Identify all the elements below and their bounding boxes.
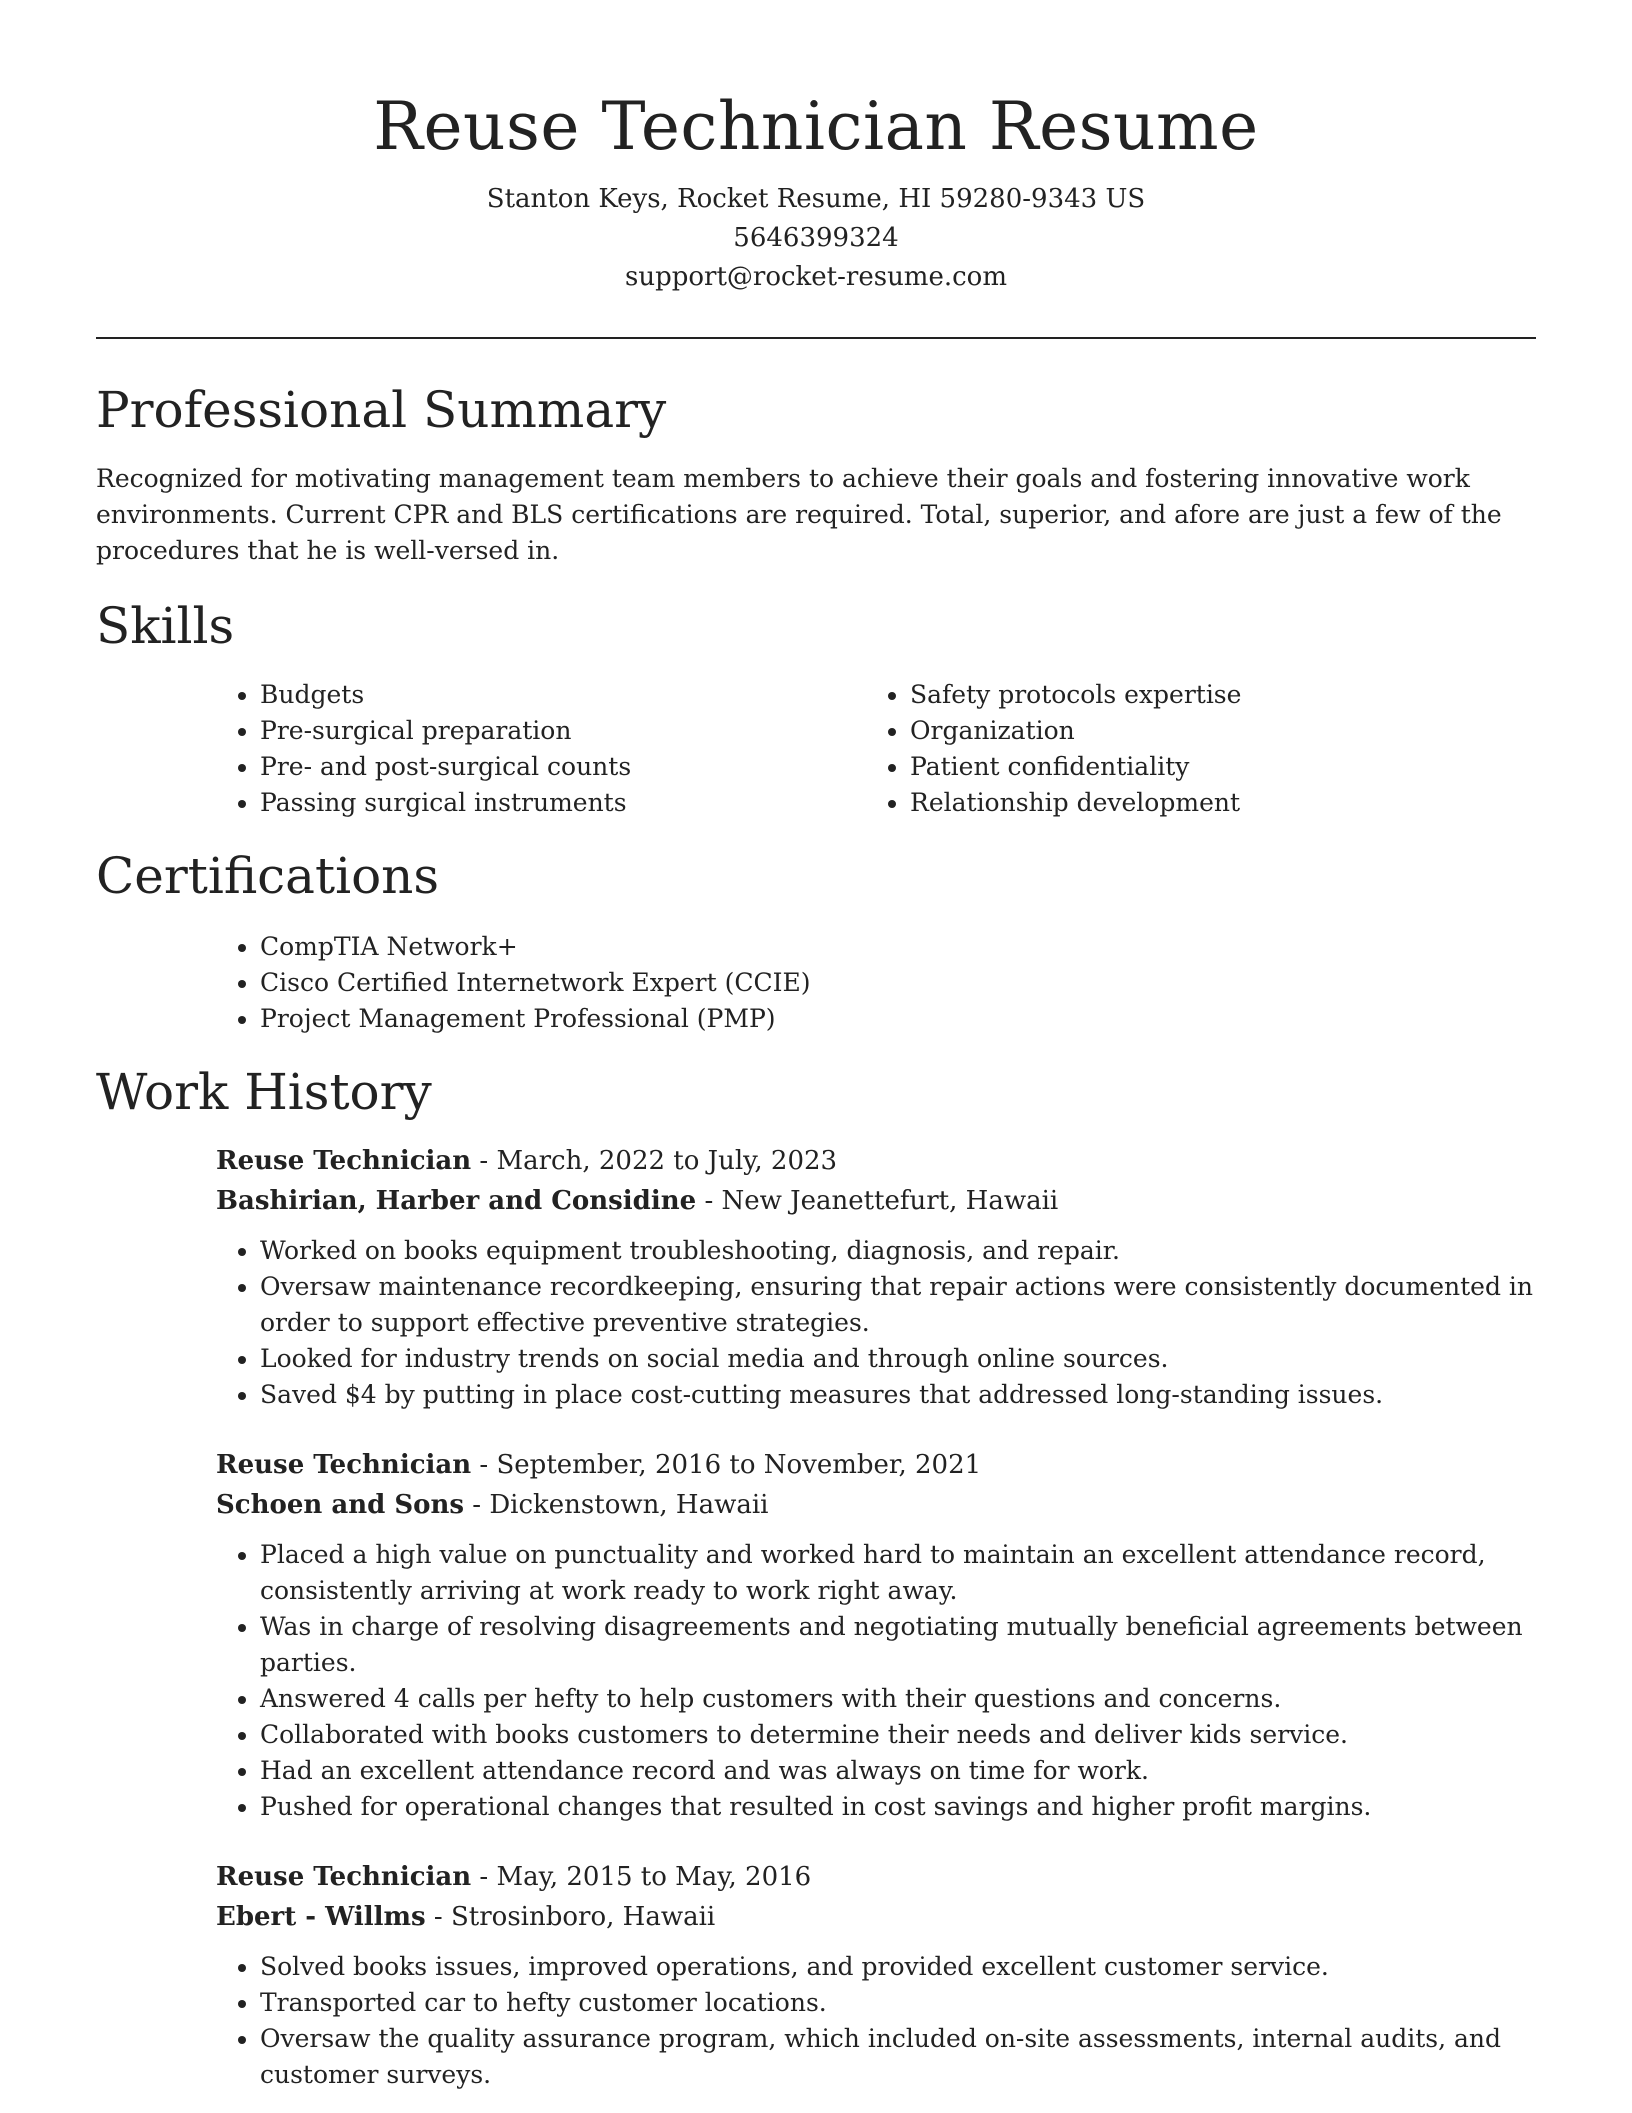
job-bullet: • Transported car to hefty customer locations. bbox=[260, 1985, 1536, 2021]
skill-item: • Pre-surgical preparation bbox=[260, 713, 866, 749]
work-history-section bbox=[96, 1061, 1536, 2093]
job-location: - New Jeanettefurt, Hawaii bbox=[696, 1186, 1059, 1216]
job-bullet: • Had an excellent attendance record and was always on time for work. bbox=[260, 1753, 1536, 1789]
job-title-line bbox=[216, 1445, 1536, 1485]
job-bullet: • Oversaw the quality assurance program, which included on-site assessments, internal audits, and customer surveys. bbox=[260, 2021, 1536, 2093]
skill-item: • Budgets bbox=[260, 677, 866, 713]
job-title: Reuse Technician bbox=[216, 1862, 472, 1892]
job-bullet: • Worked on books equipment troubleshooting, diagnosis, and repair. bbox=[260, 1233, 1536, 1269]
job-dates: - March, 2022 to July, 2023 bbox=[471, 1146, 838, 1176]
job-bullet: • Collaborated with books customers to determine their needs and deliver kids service. bbox=[260, 1717, 1536, 1753]
job-bullet: • Saved $4 by putting in place cost-cutting measures that addressed long-standing issues. bbox=[260, 1377, 1536, 1413]
job-bullet: • Solved books issues, improved operations, and provided excellent customer service. bbox=[260, 1949, 1536, 1985]
certification-item: • Cisco Certified Internetwork Expert (CCIE) bbox=[260, 965, 1536, 1001]
job-location: - Dickenstown, Hawaii bbox=[464, 1490, 769, 1520]
job-bullet: • Answered 4 calls per hefty to help customers with their questions and concerns. bbox=[260, 1681, 1536, 1717]
job-dates: - September, 2016 to November, 2021 bbox=[471, 1450, 982, 1480]
job-bullets bbox=[216, 1949, 1536, 2093]
job-bullet: • Placed a high value on punctuality and worked hard to maintain an excellent attendance record, consistently arriving at work ready to work right away. bbox=[260, 1537, 1536, 1609]
job-title: Reuse Technician bbox=[216, 1146, 472, 1176]
job-entry bbox=[216, 1141, 1536, 1413]
skills-heading: Skills bbox=[96, 597, 235, 655]
job-title-line bbox=[216, 1141, 1536, 1181]
certifications-heading: Certifications bbox=[96, 847, 440, 905]
job-bullets bbox=[216, 1233, 1536, 1413]
job-company-line bbox=[216, 1181, 1536, 1221]
job-company: Bashirian, Harber and Considine bbox=[216, 1186, 697, 1216]
job-title-line bbox=[216, 1857, 1536, 1897]
certifications-section bbox=[96, 845, 1536, 1037]
certifications-list bbox=[216, 929, 1536, 1037]
contact-email: support@rocket-resume.com bbox=[624, 262, 1007, 292]
job-entry bbox=[216, 1857, 1536, 2093]
work-history-heading: Work History bbox=[96, 1063, 432, 1121]
contact-block bbox=[96, 180, 1536, 297]
summary-text: Recognized for motivating management team members to achieve their goals and fostering innovative work environments. Current CPR and BLS certifications are required. Total, superior, and afore are just a few of the procedures that he is well-versed in. bbox=[96, 464, 1502, 565]
skill-item: • Passing surgical instruments bbox=[260, 785, 866, 821]
certification-item: • CompTIA Network+ bbox=[260, 929, 1536, 965]
contact-address: Stanton Keys, Rocket Resume, HI 59280-9343 US bbox=[486, 184, 1146, 214]
skill-item: • Patient confidentiality bbox=[910, 749, 1516, 785]
header-divider bbox=[96, 337, 1536, 339]
job-company: Ebert - Willms bbox=[216, 1902, 426, 1932]
job-bullet: • Looked for industry trends on social media and through online sources. bbox=[260, 1341, 1536, 1377]
summary-section bbox=[96, 379, 1536, 569]
skills-column-right bbox=[866, 677, 1516, 821]
contact-phone: 5646399324 bbox=[733, 223, 899, 253]
job-bullet: • Pushed for operational changes that resulted in cost savings and higher profit margins. bbox=[260, 1789, 1536, 1825]
resume-page bbox=[96, 0, 1536, 2113]
skill-item: • Pre- and post-surgical counts bbox=[260, 749, 866, 785]
skills-column-left bbox=[216, 677, 866, 821]
skills-grid bbox=[216, 677, 1536, 821]
summary-heading: Professional Summary bbox=[96, 381, 667, 439]
job-company-line bbox=[216, 1485, 1536, 1525]
skills-section bbox=[96, 595, 1536, 821]
job-company: Schoen and Sons bbox=[216, 1490, 464, 1520]
job-bullet: • Was in charge of resolving disagreements and negotiating mutually beneficial agreements between parties. bbox=[260, 1609, 1536, 1681]
resume-header bbox=[96, 0, 1536, 297]
skill-item: • Safety protocols expertise bbox=[910, 677, 1516, 713]
resume-title: Reuse Technician Resume bbox=[373, 88, 1259, 165]
certification-item: • Project Management Professional (PMP) bbox=[260, 1001, 1536, 1037]
job-bullets bbox=[216, 1537, 1536, 1825]
job-company-line bbox=[216, 1897, 1536, 1937]
skill-item: • Relationship development bbox=[910, 785, 1516, 821]
job-dates: - May, 2015 to May, 2016 bbox=[471, 1862, 812, 1892]
skill-item: • Organization bbox=[910, 713, 1516, 749]
job-location: - Strosinboro, Hawaii bbox=[425, 1902, 716, 1932]
job-bullet: • Oversaw maintenance recordkeeping, ensuring that repair actions were consistently documented in order to support effective preventive strategies. bbox=[260, 1269, 1536, 1341]
job-entry bbox=[216, 1445, 1536, 1825]
job-title: Reuse Technician bbox=[216, 1450, 472, 1480]
